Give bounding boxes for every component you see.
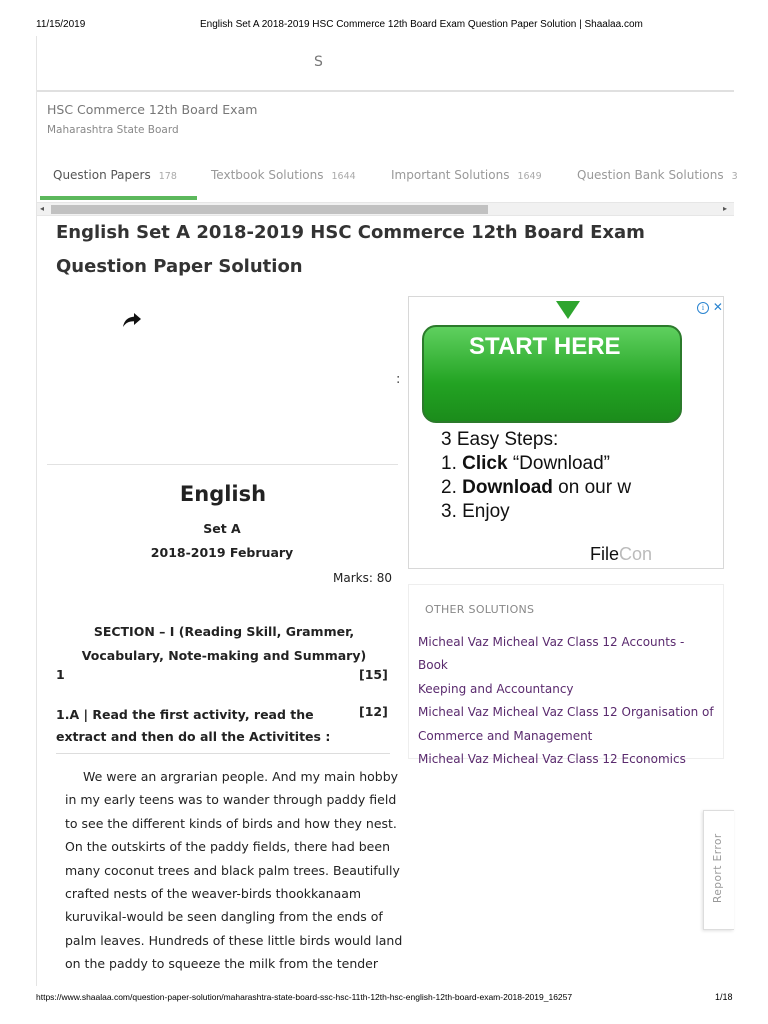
print-url: https://www.shaalaa.com/question-paper-solution/maharashtra-state-board-ssc-hsc-11th-12th-hsc-english-12th-board-exam-2018-2019_16257 — [36, 992, 573, 1002]
scrollbar-thumb[interactable] — [51, 205, 488, 214]
ad-down-arrow-icon — [556, 301, 580, 319]
ad-step-2-rest: on our w — [552, 477, 632, 498]
tab-important-solutions[interactable] — [391, 168, 542, 182]
solution-link-line[interactable]: Keeping and Accountancy — [418, 681, 574, 696]
other-solutions-title: OTHER SOLUTIONS — [425, 603, 535, 616]
ad-steps — [441, 428, 631, 524]
ad-step-1: 1. Click “Download” — [441, 453, 610, 474]
tab-label: Textbook Solutions — [211, 168, 324, 182]
other-solutions-panel — [408, 584, 724, 767]
reading-passage — [65, 765, 403, 976]
passage-line: in my early teens was to wander through paddy field — [65, 792, 397, 808]
tab-question-bank-solutions[interactable] — [577, 168, 738, 182]
question-marks: [15] — [359, 667, 388, 682]
tab-count: 178 — [158, 171, 177, 182]
paper-subject: English — [179, 482, 267, 506]
solution-link-line[interactable]: Micheal Vaz Micheal Vaz Class 12 Economics — [418, 752, 686, 767]
scroll-right-icon[interactable]: ▸ — [723, 204, 728, 213]
solution-link-accounts[interactable] — [418, 631, 718, 701]
print-title: English Set A 2018-2019 HSC Commerce 12th Board Exam Question Paper Solution | Shaalaa.com — [200, 19, 643, 30]
ad-step-1-rest: “Download” — [507, 453, 610, 474]
solution-link-line[interactable]: Micheal Vaz Micheal Vaz Class 12 Organisation of — [418, 705, 714, 720]
print-page-number: 1/18 — [715, 992, 733, 1002]
ad-steps-title: 3 Easy Steps: — [441, 429, 559, 450]
paper-set: Set A — [203, 521, 241, 536]
tabs-scrollbar[interactable] — [37, 202, 734, 216]
ad-controls — [697, 300, 723, 314]
ad-brand-light: Con — [619, 544, 653, 564]
report-error-button[interactable] — [703, 810, 734, 930]
passage-line: many coconut trees and black palm trees. Beautifully — [65, 862, 400, 878]
print-header — [0, 0, 768, 36]
tab-count: 1644 — [331, 171, 356, 182]
ad-step-3-text: Enjoy — [462, 501, 510, 522]
ad-brand-dark: File — [590, 544, 620, 564]
tab-count: 3 — [731, 171, 738, 182]
ad-close-icon[interactable]: ✕ — [712, 300, 723, 314]
more-options-icon[interactable]: : — [396, 372, 401, 387]
ad-start-label: START HERE — [469, 333, 621, 360]
passage-line: on the paddy to squeeze the milk from the tender — [65, 956, 379, 972]
divider — [47, 464, 398, 465]
passage-line: to see the different kinds of birds and how they nest. — [65, 815, 397, 831]
board-subtitle: Maharashtra State Board — [47, 124, 179, 136]
tab-textbook-solutions[interactable] — [211, 168, 356, 182]
board-title[interactable]: HSC Commerce 12th Board Exam — [47, 102, 258, 117]
divider — [56, 753, 390, 754]
tab-question-papers[interactable] — [53, 168, 177, 182]
passage-line: On the outskirts of the paddy fields, there had been — [65, 839, 390, 855]
passage-line: palm leaves. Hundreds of these little birds would land — [65, 932, 403, 948]
question-1a: 1.A | Read the first activity, read the extract and then do all the Activitites : — [56, 707, 331, 744]
passage-line: We were an argrarian people. And my main hobby — [83, 769, 399, 784]
other-solutions-links — [418, 631, 718, 771]
tab-label: Question Bank Solutions — [577, 168, 724, 182]
tab-count: 1649 — [517, 171, 542, 182]
paper-marks: Marks: 80 — [333, 571, 392, 585]
page-title: English Set A 2018-2019 HSC Commerce 12th Board Exam Question Paper Solution — [56, 222, 645, 277]
question-1a-marks: [12] — [359, 704, 388, 719]
question-number: 1 — [56, 667, 65, 682]
print-date: 11/15/2019 — [36, 19, 86, 30]
ad-step-3: 3. Enjoy — [441, 501, 510, 522]
share-icon[interactable] — [122, 312, 142, 328]
scroll-left-icon[interactable]: ◂ — [40, 204, 45, 213]
solution-link-organisation[interactable] — [418, 701, 718, 748]
solution-link-line[interactable]: Commerce and Management — [418, 728, 593, 743]
tab-label: Question Papers — [53, 168, 151, 182]
passage-line: crafted nests of the weaver-birds thookkanaam — [65, 886, 362, 902]
ad-creative[interactable] — [409, 297, 653, 570]
report-error-label: Report Error — [712, 833, 724, 903]
ad-step-2: 2. Download on our w — [441, 477, 632, 498]
active-tab-indicator — [40, 196, 197, 200]
ad-info-icon[interactable]: i — [697, 302, 709, 314]
web-page — [36, 36, 738, 986]
site-header — [37, 36, 734, 92]
solution-link-economics[interactable] — [418, 748, 718, 771]
ad-step-1-bold: Click — [462, 453, 508, 474]
passage-line: kuruvikal-would be seen dangling from the ends of — [65, 909, 383, 925]
tab-label: Important Solutions — [391, 168, 510, 182]
solution-link-line[interactable]: Micheal Vaz Micheal Vaz Class 12 Accounts - Book — [418, 635, 685, 673]
paper-year: 2018-2019 February — [150, 545, 294, 560]
ad-brand-logo — [590, 544, 652, 565]
section-title: SECTION – I (Reading Skill, Grammer, Vocabulary, Note-making and Summary) — [81, 624, 367, 663]
site-logo[interactable]: S — [314, 54, 323, 70]
advertisement[interactable] — [408, 296, 724, 569]
ad-step-2-bold: Download — [462, 477, 553, 498]
